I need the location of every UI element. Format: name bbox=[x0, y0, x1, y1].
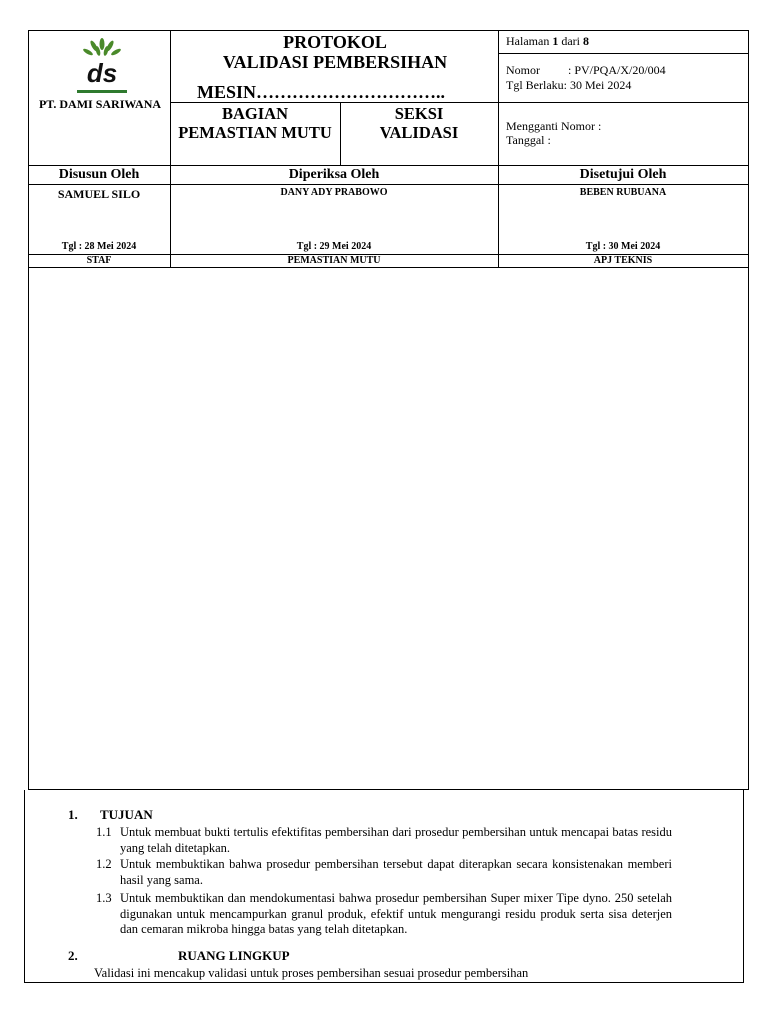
col1-header: Disusun Oleh bbox=[58, 167, 140, 182]
seksi-cell bbox=[340, 104, 498, 142]
tgl-berlaku-value: : 30 Mei 2024 bbox=[563, 78, 632, 92]
page-total: 8 bbox=[582, 34, 589, 48]
bagian-line-1: BAGIAN bbox=[221, 104, 288, 123]
page-indicator bbox=[506, 34, 589, 49]
section1-item-1 bbox=[96, 825, 672, 856]
col1-name: SAMUEL SILO bbox=[57, 187, 141, 201]
page-sep: dari bbox=[561, 34, 580, 48]
document-title bbox=[172, 32, 498, 72]
col3-name: BEBEN RUBUANA bbox=[579, 187, 667, 198]
section1-number: 1. bbox=[68, 807, 78, 822]
bagian-line-2: PEMASTIAN MUTU bbox=[178, 123, 332, 142]
seksi-line-1: SEKSI bbox=[394, 104, 444, 123]
item-number: 1.3 bbox=[96, 891, 112, 905]
seksi-line-2: VALIDASI bbox=[379, 123, 459, 142]
document-number-block bbox=[506, 63, 666, 93]
bagian-cell bbox=[170, 104, 340, 142]
col1-date: Tgl : 28 Mei 2024 bbox=[61, 241, 137, 252]
col2-role: PEMASTIAN MUTU bbox=[287, 255, 381, 266]
section1-title: TUJUAN bbox=[100, 807, 153, 822]
item-number: 1.1 bbox=[96, 825, 112, 839]
company-logo bbox=[74, 36, 130, 96]
section1-item-3 bbox=[96, 891, 672, 938]
section1-item-2 bbox=[96, 857, 672, 888]
item-text: Untuk membuktikan dan mendokumentasi bahwa prosedur pembersihan Super mixer Tipe dyno. 250 setelah digunakan untuk mencampurkan granul produk, efektif untuk mengurangi residu produk serta sisa deterjen dan cemaran mikroba hingga batas yang telah ditetapkan. bbox=[120, 891, 672, 936]
svg-text:ds: ds bbox=[86, 58, 118, 88]
replacement-block bbox=[506, 119, 601, 147]
title-line-1: PROTOKOL bbox=[283, 32, 387, 52]
col2-header: Diperiksa Oleh bbox=[288, 167, 380, 182]
nomor-label: Nomor bbox=[506, 63, 540, 77]
tanggal-label: Tanggal : bbox=[506, 133, 551, 147]
item-number: 1.2 bbox=[96, 857, 112, 871]
col3-date: Tgl : 30 Mei 2024 bbox=[585, 241, 661, 252]
item-text: Untuk membuat bukti tertulis efektifitas pembersihan dari prosedur pembersihan untuk mencapai batas residu yang telah ditetapkan. bbox=[120, 825, 672, 855]
tgl-berlaku-label: Tgl Berlaku bbox=[506, 78, 564, 92]
title-line-2: VALIDASI PEMBERSIHAN bbox=[222, 52, 448, 72]
col3-role: APJ TEKNIS bbox=[593, 255, 653, 266]
company-name: PT. DAMI SARIWANA bbox=[38, 97, 162, 111]
page-label: Halaman bbox=[506, 34, 550, 48]
col2-date: Tgl : 29 Mei 2024 bbox=[296, 241, 372, 252]
nomor-value: : PV/PQA/X/20/004 bbox=[568, 63, 666, 77]
title-line-3: MESIN………………………….. bbox=[197, 82, 446, 102]
item-text: Untuk membuktikan bahwa prosedur pembersihan tersebut dapat diterapkan secara konsistenakan memberi hasil yang sama. bbox=[120, 857, 672, 887]
section2-text: Validasi ini mencakup validasi untuk proses pembersihan sesuai prosedur pembersihan bbox=[94, 966, 529, 980]
mengganti-label: Mengganti Nomor : bbox=[506, 119, 602, 133]
col2-name: DANY ADY PRABOWO bbox=[280, 187, 388, 198]
col3-header: Disetujui Oleh bbox=[579, 167, 667, 182]
section2-number: 2. bbox=[68, 948, 78, 963]
col1-role: STAF bbox=[86, 255, 112, 266]
section2-title: RUANG LINGKUP bbox=[178, 948, 290, 963]
page-current: 1 bbox=[552, 34, 559, 48]
